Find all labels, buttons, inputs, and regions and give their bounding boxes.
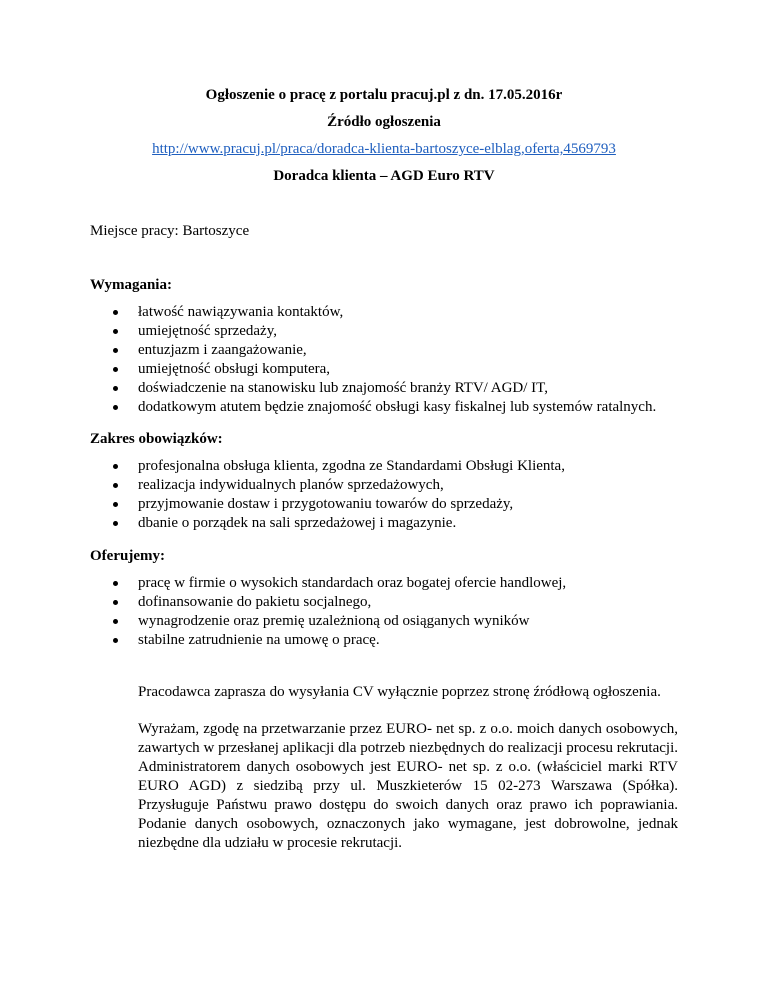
offer-heading: Oferujemy: [90, 548, 165, 564]
list-item: stabilne zatrudnienie na umowę o pracę. [0, 631, 566, 650]
offer-list [0, 574, 566, 650]
source-link[interactable]: http://www.pracuj.pl/praca/doradca-klienta-bartoszyce-elblag,oferta,4569793 [152, 141, 616, 157]
requirements-heading: Wymagania: [90, 277, 172, 293]
position-title: Doradca klienta – AGD Euro RTV [273, 168, 495, 184]
list-item: dbanie o porządek na sali sprzedażowej i magazynie. [0, 514, 565, 533]
duties-list [0, 457, 565, 533]
duties-heading: Zakres obowiązków: [90, 431, 223, 447]
consent-paragraph: Wyrażam, zgodę na przetwarzanie przez EURO- net sp. z o.o. moich danych osobowych, zawartych w przesłanej aplikacji dla potrzeb niezbędnych do realizacji procesu rekrutacji. Administratorem danych osobowych jest EURO- net sp. z o.o. (właściciel marki RTV EURO AGD) z siedzibą przy ul. Muszkieterów 15 02-273 Warszawa (Spółka). Przysługuje Państwu prawo dostępu do swoich danych oraz prawo ich poprawiania. Podanie danych osobowych, oznaczonych jako wymagane, jest dobrowolne, jednak niezbędne dla udziału w procesie rekrutacji. [138, 721, 678, 851]
list-item: realizacja indywidualnych planów sprzedażowych, [0, 476, 565, 495]
list-item: profesjonalna obsługa klienta, zgodna ze Standardami Obsługi Klienta, [0, 457, 565, 476]
list-item: dodatkowym atutem będzie znajomość obsługi kasy fiskalnej lub systemów ratalnych. [0, 398, 656, 417]
source-label: Źródło ogłoszenia [327, 114, 441, 130]
list-item: wynagrodzenie oraz premię uzależnioną od osiąganych wyników [0, 612, 566, 631]
list-item: pracę w firmie o wysokich standardach oraz bogatej ofercie handlowej, [0, 574, 566, 593]
list-item: łatwość nawiązywania kontaktów, [0, 303, 656, 322]
list-item: dofinansowanie do pakietu socjalnego, [0, 593, 566, 612]
list-item: przyjmowanie dostaw i przygotowaniu towarów do sprzedaży, [0, 495, 565, 514]
list-item: entuzjazm i zaangażowanie, [0, 341, 656, 360]
requirements-list [0, 303, 656, 417]
document-title: Ogłoszenie o pracę z portalu pracuj.pl z dn. 17.05.2016r [205, 87, 563, 103]
location-line: Miejsce pracy: Bartoszyce [90, 223, 250, 239]
list-item: umiejętność obsługi komputera, [0, 360, 656, 379]
list-item: doświadczenie na stanowisku lub znajomość branży RTV/ AGD/ IT, [0, 379, 656, 398]
list-item: umiejętność sprzedaży, [0, 322, 656, 341]
cv-note: Pracodawca zaprasza do wysyłania CV wyłącznie poprzez stronę źródłową ogłoszenia. [138, 684, 661, 700]
